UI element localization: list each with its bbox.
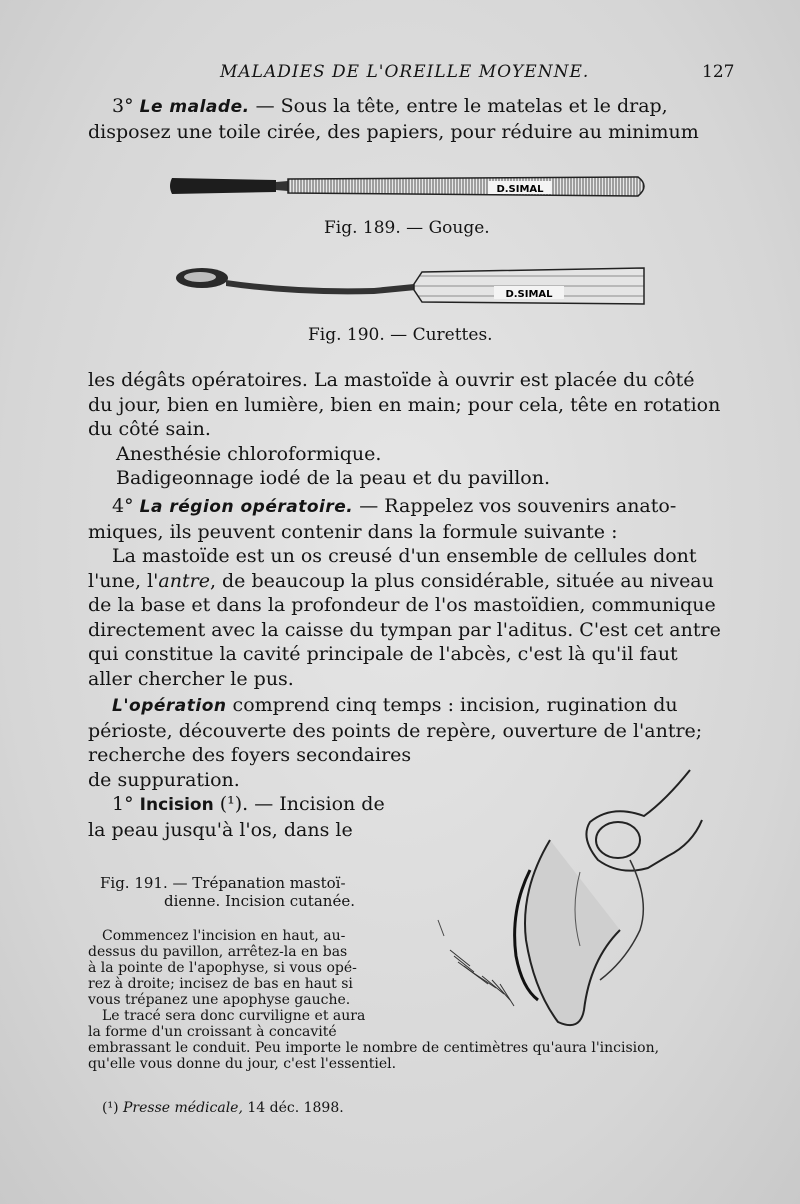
text-span: directement avec la caisse du tympan par l'aditus. C'est cet antre bbox=[88, 618, 721, 641]
gouge-stamp: D.SIMAL bbox=[496, 184, 544, 195]
small-line: Commencez l'incision en haut, au- bbox=[102, 928, 346, 944]
paragraph-incision bbox=[88, 792, 408, 842]
section-number: 3° bbox=[112, 95, 140, 117]
text-span: — Sous la tête, entre le matelas et le drap, bbox=[249, 95, 668, 117]
section-title-incision: Incision bbox=[139, 795, 214, 815]
gouge-illustration bbox=[168, 170, 652, 204]
text-span: du côté sain. bbox=[88, 418, 211, 440]
text-span: disposez une toile cirée, des papiers, pour réduire au minimum bbox=[88, 120, 699, 143]
text-span: qui constitue la cavité principale de l'abcès, c'est là qu'il faut bbox=[88, 643, 678, 665]
paragraph-region bbox=[88, 494, 736, 544]
section-title-malade: Le malade. bbox=[139, 97, 250, 117]
text-span: périoste, découverte des points de repère, ouverture de l'antre; bbox=[88, 719, 703, 742]
fig-189-caption: Fig. 189. — Gouge. bbox=[324, 218, 490, 238]
text-span: l'une, l' bbox=[88, 569, 159, 592]
curettes-illustration bbox=[174, 264, 648, 312]
caption-line: Fig. 191. — Trépanation mastoï- bbox=[100, 874, 346, 892]
text-span: du jour, bien en lumière, bien en main; pour cela, tête en rotation bbox=[88, 393, 721, 416]
fig-190-caption: Fig. 190. — Curettes. bbox=[308, 325, 493, 345]
italic-term: antre bbox=[158, 569, 210, 592]
text-span: La mastoïde est un os creusé d'un ensemble de cellules dont bbox=[112, 545, 697, 567]
paragraph-malade bbox=[88, 94, 736, 144]
small-line: la forme d'un croissant à concavité bbox=[88, 1024, 337, 1040]
section-number: 1° bbox=[112, 793, 140, 815]
text-span: de la base et dans la profondeur de l'os mastoïdien, communique bbox=[88, 594, 716, 616]
page-header bbox=[0, 62, 800, 88]
footnote bbox=[102, 1100, 344, 1116]
section-title-operation: L'opération bbox=[112, 696, 227, 716]
paragraph-degats bbox=[88, 368, 736, 442]
paragraph-anesthesie: Anesthésie chloroformique. bbox=[116, 443, 382, 465]
text-span: recherche des foyers secondaires bbox=[88, 744, 412, 766]
footnote-mark: (¹) bbox=[102, 1100, 123, 1116]
footnote-source: Presse médicale, bbox=[123, 1100, 243, 1116]
small-line: Le tracé sera donc curviligne et aura bbox=[102, 1008, 366, 1024]
text-span: miques, ils peuvent contenir dans la formule suivante : bbox=[88, 520, 618, 543]
incision-instructions-continued bbox=[88, 1040, 748, 1072]
section-number: 4° bbox=[112, 495, 140, 517]
curettes-stamp: D.SIMAL bbox=[505, 289, 553, 300]
small-line: rez à droite; incisez de bas en haut si bbox=[88, 976, 353, 992]
small-line: dessus du pavillon, arrêtez-la en bas bbox=[88, 944, 348, 960]
small-line: vous trépanez une apophyse gauche. bbox=[88, 992, 351, 1008]
text-span: de suppuration. bbox=[88, 768, 240, 791]
text-span: comprend cinq temps : incision, rugination du bbox=[226, 694, 678, 716]
incision-instructions bbox=[88, 928, 410, 1040]
small-line: à la pointe de l'apophyse, si vous opé- bbox=[88, 960, 357, 976]
caption-line: dienne. Incision cutanée. bbox=[164, 892, 355, 910]
paragraph-mastoide bbox=[88, 544, 736, 691]
text-span: , de beaucoup la plus considérable, située au niveau bbox=[209, 569, 714, 592]
text-span: la peau jusqu'à l'os, dans le bbox=[88, 818, 353, 841]
ear-incision-illustration bbox=[430, 760, 710, 1036]
footnote-date: 14 déc. 1898. bbox=[242, 1100, 344, 1116]
page-number: 127 bbox=[702, 62, 735, 82]
text-span: les dégâts opératoires. La mastoïde à ouvrir est placée du côté bbox=[88, 369, 695, 391]
section-title-region: La région opératoire. bbox=[139, 497, 354, 517]
running-title: MALADIES DE L'OREILLE MOYENNE. bbox=[220, 62, 590, 82]
small-line: embrassant le conduit. Peu importe le nombre de centimètres qu'aura l'incision, bbox=[88, 1040, 660, 1056]
text-span: aller chercher le pus. bbox=[88, 667, 294, 690]
fig-191-caption bbox=[100, 874, 410, 910]
text-span: — Rappelez vos souvenirs anato- bbox=[353, 495, 677, 517]
small-line: qu'elle vous donne du jour, c'est l'essentiel. bbox=[88, 1056, 397, 1072]
paragraph-badigeonnage: Badigeonnage iodé de la peau et du pavillon. bbox=[116, 467, 551, 489]
text-span: (¹). — Incision de bbox=[213, 793, 385, 815]
